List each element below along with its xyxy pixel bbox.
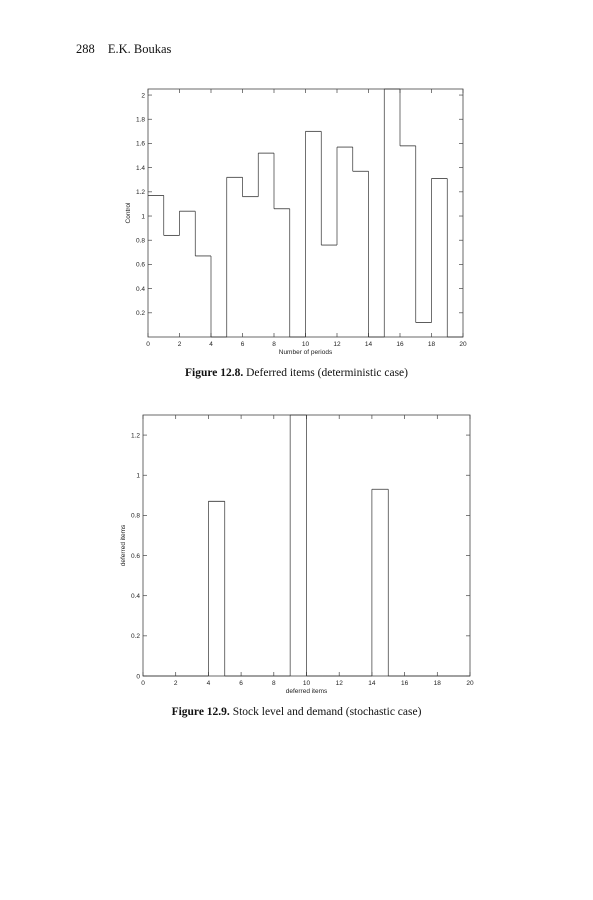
x-tick-label: 2 — [173, 680, 178, 687]
y-tick-label: 0 — [136, 673, 140, 681]
x-tick-label: 20 — [466, 680, 474, 687]
y-tick-label: 0.4 — [130, 592, 140, 600]
x-tick-label: 14 — [368, 680, 376, 687]
x-tick-label: 8 — [272, 341, 276, 348]
y-tick-label: 1.2 — [135, 189, 145, 197]
y-tick-label: 1.6 — [135, 140, 145, 148]
y-tick-label: 1 — [141, 213, 145, 221]
running-author: E.K. Boukas — [107, 42, 172, 56]
x-tick-label: 12 — [335, 680, 343, 687]
y-axis-label: Control — [125, 202, 132, 224]
y-tick-label: 0.2 — [130, 633, 140, 641]
x-axis-label: Number of periods — [278, 349, 333, 356]
figure-label: Figure 12.9. — [171, 706, 230, 718]
y-tick-label: 2 — [141, 92, 145, 100]
x-tick-label: 18 — [427, 341, 436, 348]
y-tick-label: 1 — [136, 472, 140, 480]
x-tick-label: 16 — [400, 680, 409, 687]
x-tick-label: 10 — [301, 341, 310, 348]
x-tick-label: 10 — [302, 680, 311, 687]
x-tick-label: 4 — [209, 341, 213, 348]
x-tick-label: 4 — [206, 680, 211, 687]
x-tick-label: 20 — [459, 341, 467, 348]
page-number: 288 — [76, 42, 95, 56]
y-tick-label: 0.6 — [130, 552, 140, 560]
y-tick-label: 0.2 — [135, 310, 145, 318]
x-tick-label: 6 — [240, 341, 245, 348]
x-tick-label: 6 — [239, 680, 243, 687]
y-tick-label: 0.8 — [135, 237, 145, 245]
x-tick-label: 12 — [333, 341, 341, 348]
x-tick-label: 0 — [141, 680, 145, 687]
figure-caption-text: Deferred items (deterministic case) — [246, 367, 408, 379]
figure-12-9-caption — [0, 706, 593, 718]
figure-label: Figure 12.8. — [184, 367, 244, 379]
x-tick-label: 2 — [177, 341, 182, 348]
x-tick-label: 8 — [271, 680, 276, 687]
y-tick-label: 0.8 — [130, 512, 140, 520]
y-axis-label: deferred items — [120, 524, 127, 567]
y-tick-label: 1.2 — [130, 432, 140, 440]
y-tick-label: 1.4 — [135, 164, 145, 172]
figure-caption-text: Stock level and demand (stochastic case) — [232, 706, 422, 718]
x-tick-label: 18 — [433, 680, 441, 687]
x-tick-label: 0 — [146, 341, 150, 348]
y-tick-label: 0.6 — [135, 261, 145, 269]
x-tick-label: 16 — [396, 341, 404, 348]
y-tick-label: 1.8 — [135, 116, 145, 124]
y-tick-label: 0.4 — [135, 285, 145, 293]
x-axis-label: deferred items — [285, 688, 328, 695]
series-group — [143, 415, 470, 676]
x-tick-label: 14 — [364, 341, 373, 348]
